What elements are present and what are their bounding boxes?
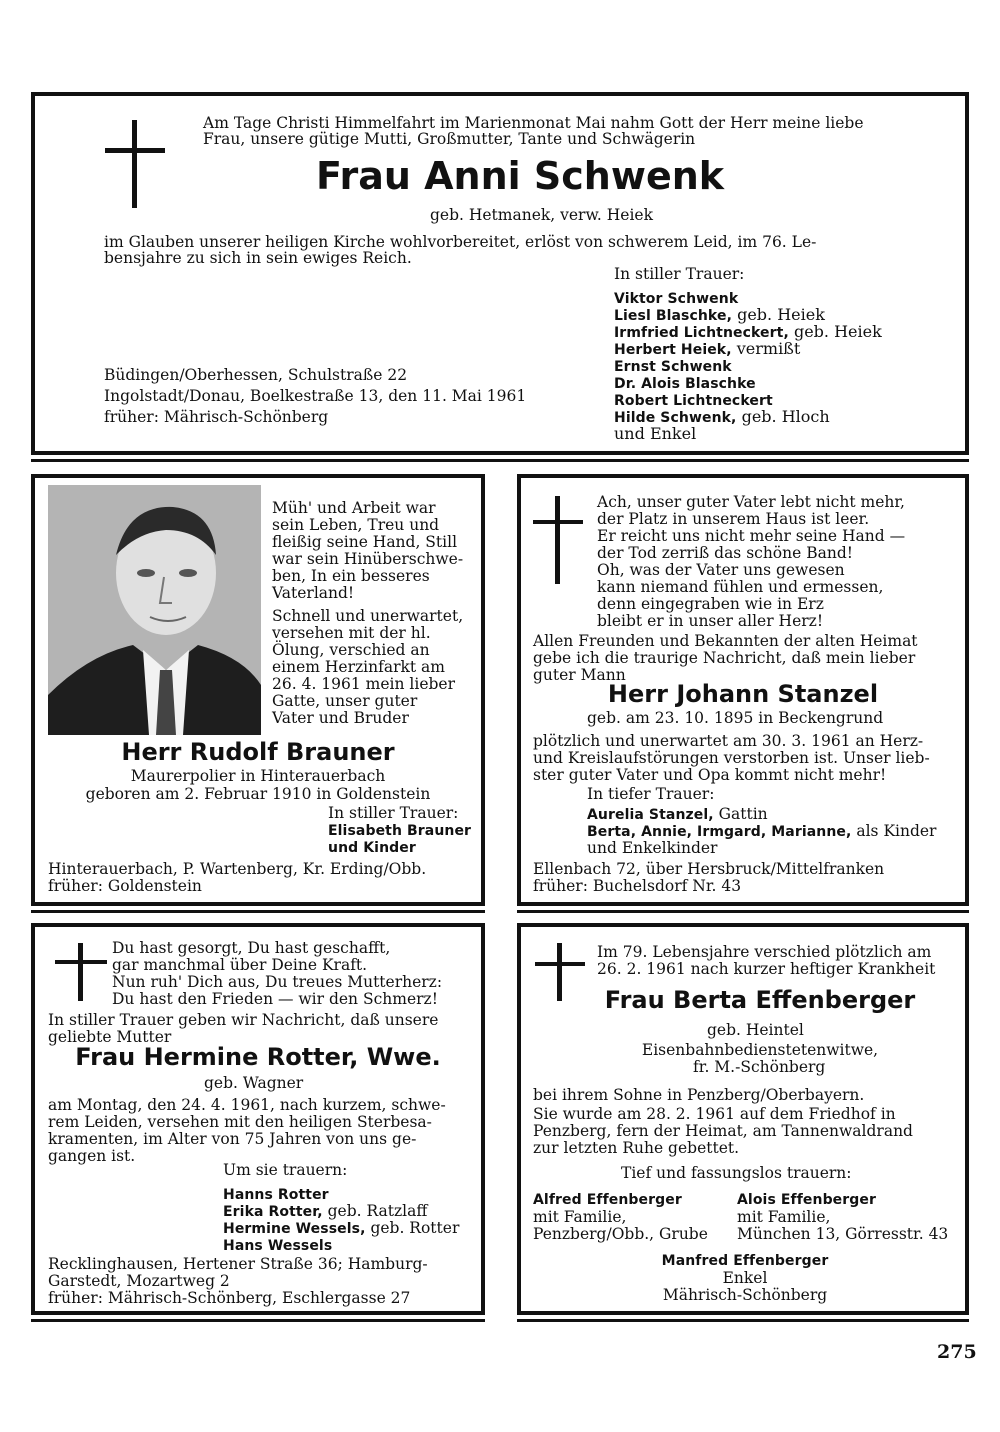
deceased-name: Herr Rudolf Brauner [121, 738, 395, 766]
verse-line: fleißig seine Hand, Still [272, 533, 458, 551]
mourners-heading: In tiefer Trauer: [587, 785, 715, 803]
mourner-detail: Penzberg/Obb., Grube [533, 1225, 708, 1243]
text-line: Vater und Bruder [272, 709, 409, 727]
intro-line: 26. 2. 1961 nach kurzer heftiger Krankheit [597, 960, 936, 978]
verse-line: der Platz in unserem Haus ist leer. [597, 510, 870, 528]
mourner: Aurelia Stanzel, Gattin [587, 805, 768, 823]
body-line: gangen ist. [48, 1147, 136, 1165]
grandchild-place: Mährisch-Schönberg [662, 1286, 828, 1304]
born-line: geb. Wagner [204, 1074, 304, 1092]
cross-icon [105, 120, 165, 208]
body-line: bensjahre zu sich in sein ewiges Reich. [104, 249, 412, 267]
body-line: ster guter Vater und Opa kommt nicht mehr! [533, 766, 887, 784]
body-line: kramenten, im Alter von 75 Jahren von uns ge- [48, 1130, 417, 1148]
portrait-figure [48, 485, 261, 735]
mourner: Robert Lichtneckert [614, 393, 773, 409]
verse-line: gar manchmal über Deine Kraft. [112, 956, 368, 974]
address-line: Ingolstadt/Donau, Boelkestraße 13, den 11. Mai 1961 [104, 387, 527, 405]
body-line: Penzberg, fern der Heimat, am Tannenwaldrand [533, 1122, 913, 1140]
mourner: Hermine Wessels, geb. Rotter [223, 1219, 460, 1237]
mourner: Viktor Schwenk [614, 291, 739, 307]
body-line: bei ihrem Sohne in Penzberg/Oberbayern. [533, 1086, 865, 1104]
deceased-name: Herr Johann Stanzel [607, 680, 879, 708]
verse-line: ben, In ein besseres [272, 567, 430, 585]
mourner-detail: München 13, Görresstr. 43 [737, 1225, 949, 1243]
text-line: versehen mit der hl. [272, 624, 431, 642]
intro-line: Im 79. Lebensjahre verschied plötzlich am [597, 943, 932, 961]
page-number: 275 [937, 1341, 977, 1363]
verse-line: Oh, was der Vater uns gewesen [597, 561, 845, 579]
born-line: geb. am 23. 10. 1895 in Beckengrund [587, 709, 884, 727]
intro-line: Am Tage Christi Himmelfahrt im Marienmonat Mai nahm Gott der Herr meine liebe [203, 114, 864, 132]
mourner: und Enkel [614, 424, 697, 443]
verse-line: Ach, unser guter Vater lebt nicht mehr, [597, 493, 905, 511]
born-line: geb. Hetmanek, verw. Heiek [430, 206, 653, 224]
mourner: und Enkelkinder [587, 839, 718, 857]
address-line: früher: Mährisch-Schönberg [104, 408, 329, 426]
intro-line: geliebte Mutter [48, 1028, 172, 1046]
former-place: fr. M.-Schönberg [693, 1058, 826, 1076]
mourners-heading: In stiller Trauer: [614, 265, 745, 283]
intro-line: guter Mann [533, 666, 626, 684]
portrait-photo [48, 485, 261, 735]
deceased-name: Frau Anni Schwenk [315, 154, 725, 198]
body-line: und Kreislaufstörungen verstorben ist. Unser lieb- [533, 749, 930, 767]
verse-line: Vaterland! [272, 584, 355, 602]
body-line: im Glauben unserer heiligen Kirche wohlvorbereitet, erlöst von schwerem Leid, im 76. Le- [104, 233, 817, 251]
verse-line: Du hast den Frieden — wir den Schmerz! [112, 990, 438, 1008]
text-line: Schnell und unerwartet, [272, 607, 464, 625]
intro-line: gebe ich die traurige Nachricht, daß mein lieber [533, 649, 916, 667]
body-line: Sie wurde am 28. 2. 1961 auf dem Friedhof in [533, 1105, 896, 1123]
mourner: und Kinder [328, 840, 416, 856]
mourner-detail: mit Familie, [533, 1208, 627, 1226]
address-line: Recklinghausen, Hertener Straße 36; Hamburg- [48, 1255, 428, 1273]
cross-icon [533, 496, 583, 584]
intro-line: Allen Freunden und Bekannten der alten Heimat [533, 632, 918, 650]
intro-line: Frau, unsere gütige Mutti, Großmutter, Tante und Schwägerin [203, 130, 696, 148]
text-line: Gatte, unser guter [272, 692, 418, 710]
mourner-name: Alfred Effenberger [533, 1192, 682, 1208]
text-line: 26. 4. 1961 mein lieber [272, 675, 455, 693]
mourner: Irmfried Lichtneckert, geb. Heiek [614, 322, 882, 341]
address-line: Büdingen/Oberhessen, Schulstraße 22 [104, 366, 408, 384]
occupation: Eisenbahnbedienstetenwitwe, [641, 1041, 879, 1059]
mourner: Erika Rotter, geb. Ratzlaff [223, 1202, 428, 1220]
mourner: Ernst Schwenk [614, 359, 732, 375]
grandchild-role: Enkel [722, 1269, 768, 1287]
mourners-list [614, 288, 882, 441]
mourners-heading: In stiller Trauer: [328, 804, 459, 822]
mourner: Hilde Schwenk, geb. Hloch [614, 407, 830, 426]
verse-line: Du hast gesorgt, Du hast geschafft, [112, 939, 391, 957]
mourners-heading: Um sie trauern: [223, 1161, 348, 1179]
mourner-name: Alois Effenberger [737, 1192, 877, 1208]
mourner: Hanns Rotter [223, 1187, 329, 1203]
body-line: plötzlich und unerwartet am 30. 3. 1961 an Herz- [533, 732, 924, 750]
mourner: Elisabeth Brauner [328, 823, 472, 839]
body-line: zur letzten Ruhe gebettet. [533, 1139, 740, 1157]
mourners-heading: Tief und fassungslos trauern: [621, 1164, 852, 1182]
text-line: Ölung, verschied an [272, 641, 430, 659]
mourner: Liesl Blaschke, geb. Heiek [614, 305, 825, 324]
mourner: Berta, Annie, Irmgard, Marianne, als Kinder [587, 822, 937, 840]
mourner: Herbert Heiek, vermißt [614, 339, 801, 358]
verse-line: bleibt er in unser aller Herz! [597, 612, 824, 630]
text-line: einem Herzinfarkt am [272, 658, 445, 676]
verse-line: Er reicht uns nicht mehr seine Hand — [597, 527, 906, 545]
mourner: Dr. Alois Blaschke [614, 376, 756, 392]
mourner: Hans Wessels [223, 1238, 333, 1254]
address-line: Hinterauerbach, P. Wartenberg, Kr. Erding/Obb. [48, 860, 427, 878]
address-line: Garstedt, Mozartweg 2 [48, 1272, 230, 1290]
verse-line: denn eingegraben wie in Erz [597, 595, 824, 613]
verse-line: kann niemand fühlen und ermessen, [597, 578, 884, 596]
verse-line: der Tod zerriß das schöne Band! [597, 544, 853, 562]
occupation: Maurerpolier in Hinterauerbach [130, 767, 386, 785]
born-line: geb. Heintel [707, 1021, 804, 1039]
verse-line: Nun ruh' Dich aus, Du treues Mutterherz: [112, 973, 443, 991]
body-line: rem Leiden, versehen mit den heiligen Sterbesa- [48, 1113, 432, 1131]
grandchild-name: Manfred Effenberger [661, 1253, 829, 1269]
body-line: am Montag, den 24. 4. 1961, nach kurzem, schwe- [48, 1096, 446, 1114]
address-line: früher: Goldenstein [48, 877, 202, 895]
verse-line: war sein Hinüberschwe- [272, 550, 464, 568]
mourner-detail: mit Familie, [737, 1208, 831, 1226]
born-line: geboren am 2. Februar 1910 in Goldenstein [85, 785, 431, 803]
deceased-name: Frau Berta Effenberger [604, 986, 916, 1014]
address-line: Ellenbach 72, über Hersbruck/Mittelfranken [533, 860, 885, 878]
intro-line: In stiller Trauer geben wir Nachricht, daß unsere [48, 1011, 439, 1029]
cross-icon [55, 943, 107, 1001]
verse-line: Müh' und Arbeit war [272, 499, 436, 517]
deceased-name: Frau Hermine Rotter, Wwe. [75, 1043, 441, 1071]
address-line: früher: Mährisch-Schönberg, Eschlergasse 27 [48, 1289, 411, 1307]
verse-line: sein Leben, Treu und [272, 516, 440, 534]
address-line: früher: Buchelsdorf Nr. 43 [533, 877, 742, 895]
